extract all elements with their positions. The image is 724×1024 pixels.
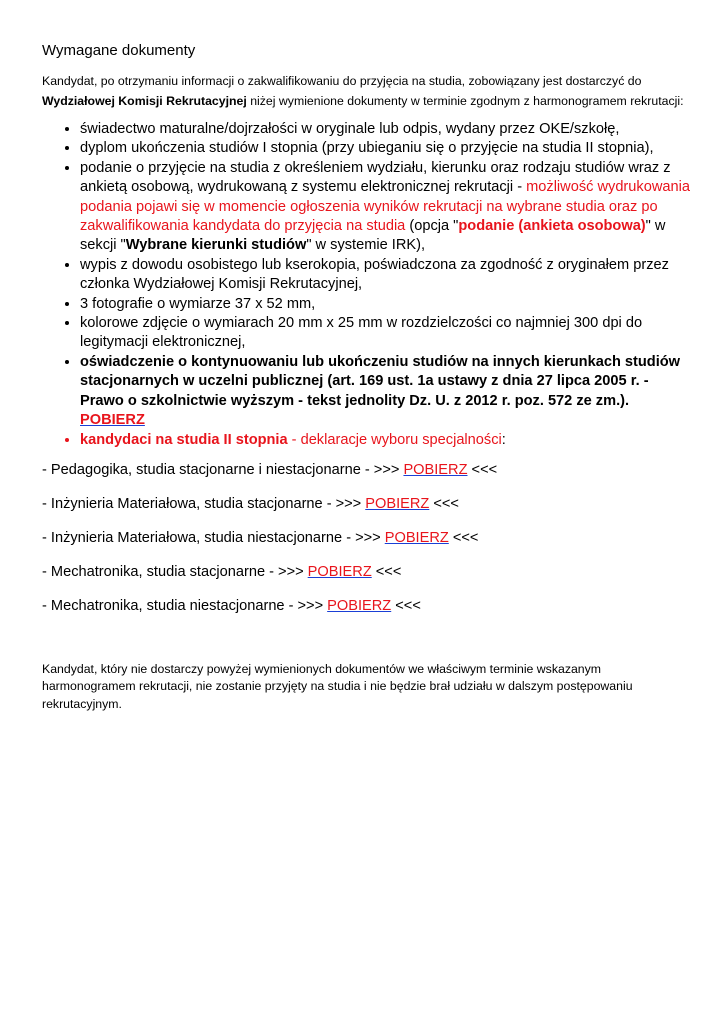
download-suffix: <<< (448, 530, 479, 546)
intro-paragraph (42, 71, 692, 111)
download-row (42, 596, 497, 630)
specialization-declarations: - deklaracje wyboru specjalności (287, 431, 502, 448)
list-item-text: " w systemie IRK), (306, 237, 426, 254)
download-suffix: <<< (429, 496, 459, 512)
list-item-text: : (501, 431, 506, 448)
download-label: - Mechatronika, studia stacjonarne - >>> (42, 564, 308, 580)
download-row (42, 528, 497, 562)
list-item (80, 120, 690, 139)
download-suffix: <<< (371, 564, 402, 580)
closing-paragraph: Kandydat, który nie dostarczy powyżej wymienionych dokumentów we właściwym terminie wskazanym harmonogramem rekrutacji, nie zostanie przyjęty na studia i nie będzie brał udziału w dalszym postępowaniu rekrutacyjnym. (42, 662, 633, 711)
intro-text-1: Kandydat, po otrzymaniu informacji o zakwalifikowaniu do przyjęcia na studia, zobowiązany jest dostarczyć do (42, 74, 642, 88)
download-row (42, 460, 497, 494)
intro-committee-name: Wydziałowej Komisji Rekrutacyjnej (42, 94, 247, 108)
download-link[interactable]: POBIERZ (365, 496, 430, 512)
download-suffix: <<< (467, 462, 498, 478)
download-label: - Pedagogika, studia stacjonarne i niestacjonarne - >>> (42, 462, 404, 478)
list-item-text: podanie o przyjęcie na studia z określeniem wydziału, kierunku oraz rodzaju studiów wraz z ankietą osobową, wydrukowaną z systemu elektronicznej rekrutacji - (80, 159, 671, 196)
list-item (80, 353, 690, 431)
download-link[interactable]: POBIERZ (384, 530, 449, 546)
download-label: - Inżynieria Materiałowa, studia stacjonarne - >>> (42, 496, 366, 512)
list-item-text: dyplom ukończenia studiów I stopnia (przy ubieganiu się o przyjęcie na studia II stopnia), (80, 140, 654, 157)
download-link[interactable]: POBIERZ (403, 462, 468, 478)
print-availability-note: możliwość wydrukowania podania pojawi się w momencie ogłoszenia wyników rekrutacji na wybrane studia oraz po zakwalifikowania kandydata do przyjęcia na studia (80, 179, 690, 235)
download-link[interactable]: POBIERZ (327, 598, 392, 614)
list-item-text: " w sekcji " (80, 218, 666, 254)
list-item-text: kolorowe zdjęcie o wymiarach 20 mm x 25 mm w rozdzielczości co najmniej 300 dpi do legitymacji elektronicznej, (80, 315, 643, 351)
list-item (80, 295, 690, 314)
download-row (42, 494, 497, 528)
download-link[interactable]: POBIERZ (307, 564, 372, 580)
page-title: Wymagane dokumenty (42, 42, 196, 59)
download-links (42, 460, 497, 630)
list-item (80, 431, 690, 450)
section-name: Wybrane kierunki studiów (125, 237, 307, 254)
download-suffix: <<< (391, 598, 421, 614)
download-label: - Inżynieria Materiałowa, studia niestacjonarne - >>> (42, 530, 385, 546)
download-row (42, 562, 497, 596)
declaration-download-link[interactable]: POBIERZ (80, 412, 145, 429)
application-option-name: podanie (ankieta osobowa) (458, 218, 646, 235)
list-item-text: świadectwo maturalne/dojrzałości w oryginale lub odpis, wydany przez OKE/szkołę, (80, 121, 620, 137)
download-label: - Mechatronika, studia niestacjonarne - >>> (42, 598, 328, 614)
declaration-text: oświadczenie o kontynuowaniu lub ukończeniu studiów na innych kierunkach studiów stacjonarnych w uczelni publicznej (art. 169 ust. 1a ustawy z dnia 27 lipca 2005 r. - Prawo o szkolnictwie wyższym - tekst jednolity Dz. U. z 2012 r. poz. 572 ze zm.). (80, 353, 681, 409)
list-item-text: wypis z dowodu osobistego lub kserokopia, poświadczona za zgodność z oryginałem przez członka Wydziałowej Komisji Rekrutacyjnej, (80, 256, 669, 293)
second-degree-candidates: kandydaci na studia II stopnia (80, 431, 288, 448)
list-item (80, 256, 690, 295)
list-item (80, 159, 690, 256)
list-item-text: 3 fotografie o wymiarze 37 x 52 mm, (80, 295, 316, 312)
list-item (80, 314, 690, 353)
required-documents-list (58, 120, 690, 450)
intro-text-2: niżej wymienione dokumenty w terminie zgodnym z harmonogramem rekrutacji: (246, 94, 684, 108)
list-item (80, 139, 690, 158)
list-item-text: (opcja " (405, 218, 459, 235)
